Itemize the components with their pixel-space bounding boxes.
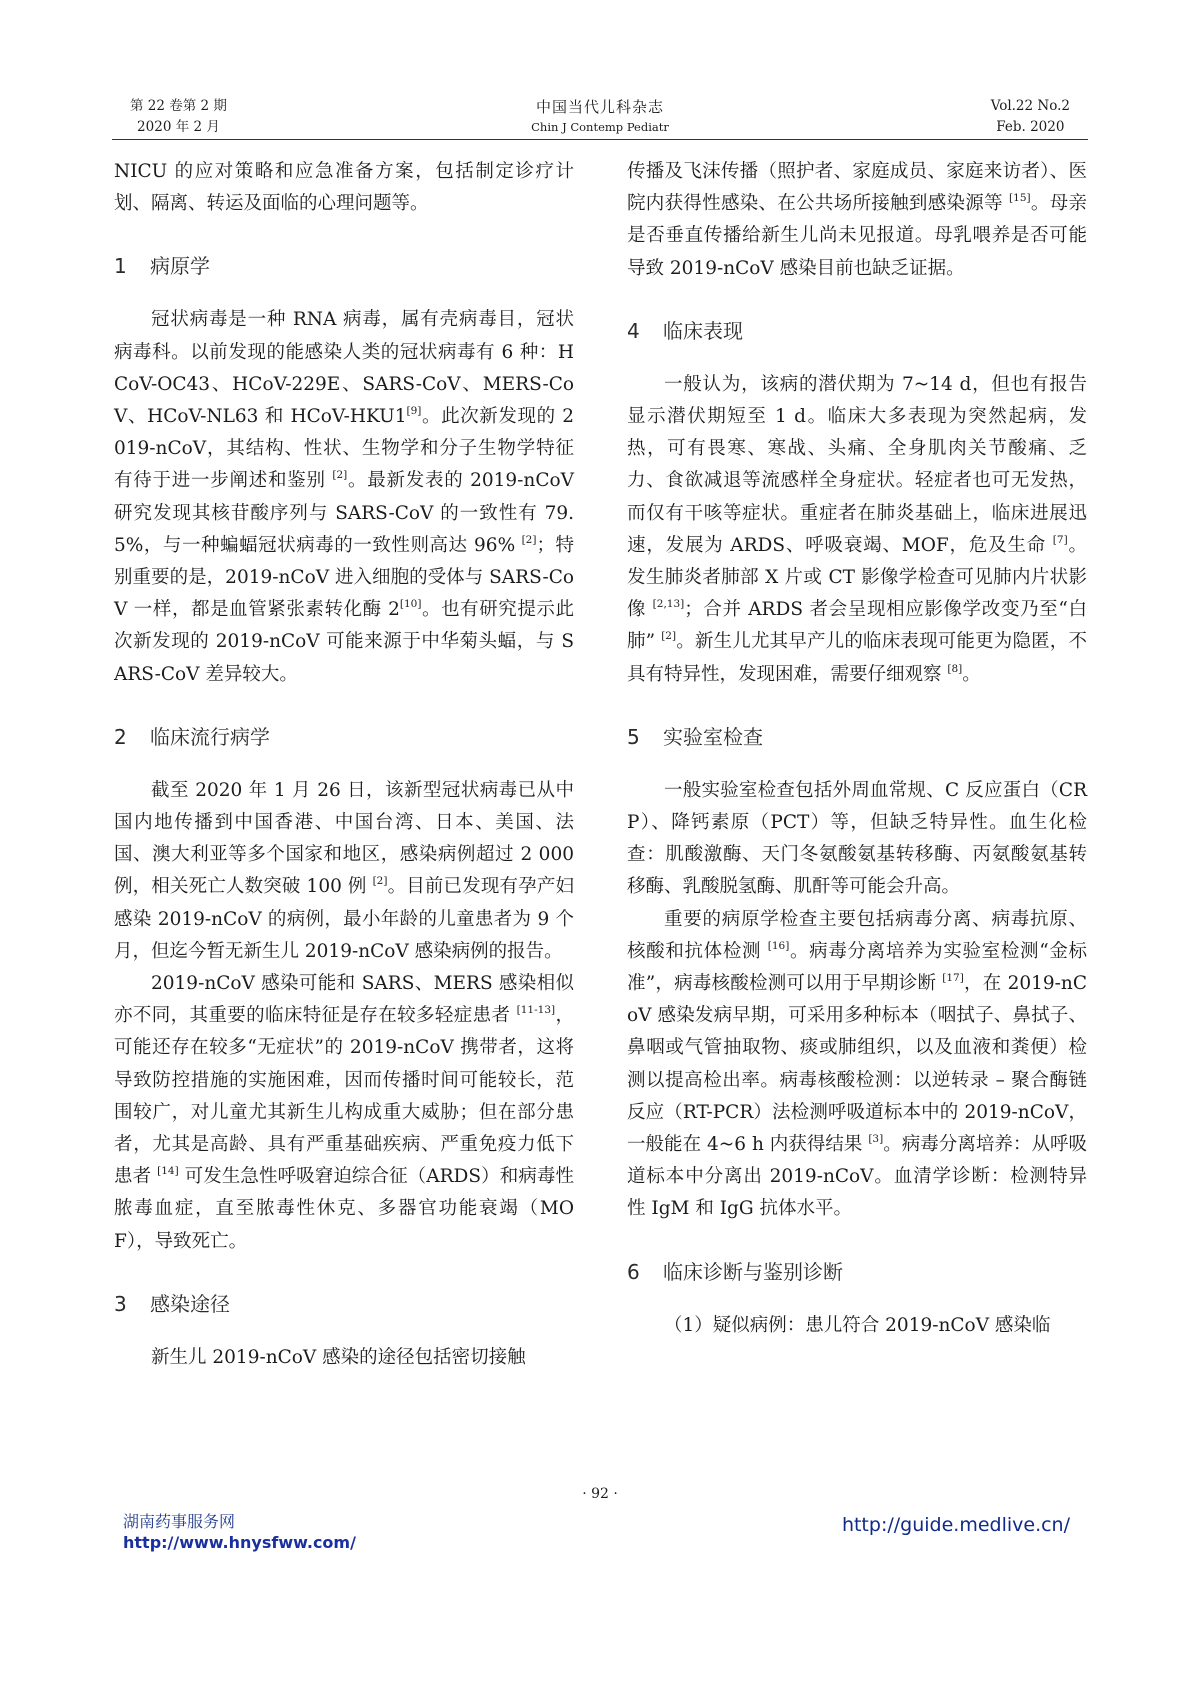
citation: [2] [372, 875, 388, 888]
section-2-paragraph-2: 2019-nCoV 感染可能和 SARS、MERS 感染相似亦不同，其重要的临床特征是存在较多轻症患者 [11-13]，可能还存在较多“无症状”的 2019-nCoV 携带者，这将导致防控措施的实施困难，因而传播时间可能较长，范围较广，对儿童尤其新生儿构成重大威胁；但在部分患者，尤其是高龄、具有严重基础疾病、严重免疫力低下患者 [14] 可发生急性呼吸窘迫综合征（ARDS）和病毒性脓毒血症，直至脓毒性休克、多器官功能衰竭（MOF），导致死亡。 [114, 973, 574, 1252]
citation: [2] [661, 630, 677, 643]
section-heading-3 [114, 1288, 574, 1320]
header-date-en: Feb. 2020 [996, 119, 1065, 135]
running-header [112, 92, 1088, 138]
citation: [14] [157, 1165, 179, 1178]
section-number: 3 [114, 1291, 127, 1316]
right-column [627, 156, 1087, 1342]
section-1-paragraph: 冠状病毒是一种 RNA 病毒，属有壳病毒目，冠状病毒科。以前发现的能感染人类的冠状病毒有 6 种：HCoV-OC43、HCoV-229E、SARS-CoV、MERS-CoV、HCoV-NL63 和 HCoV-HKU1[9]。此次新发现的 2019-nCoV，其结构、性状、生物学和分子生物学特征有待于进一步阐述和鉴别 [2]。最新发表的 2019-nCoV 研究发现其核苷酸序列与 SARS-CoV 的一致性有 79.5%，与一种蝙蝠冠状病毒的一致性则高达 96% [2]；特别重要的是，2019-nCoV 进入细胞的受体与 SARS-CoV 一样，都是血管紧张素转化酶 2[10]。也有研究提示此次新发现的 2019-nCoV 可能来源于中华菊头蝠，与 SARS-CoV 差异较大。 [114, 309, 574, 685]
section-number: 4 [627, 318, 640, 343]
footer-url-link-right[interactable]: http://guide.medlive.cn/ [841, 1514, 1070, 1536]
section-number: 5 [627, 724, 640, 749]
section-title: 感染途径 [150, 1291, 230, 1316]
section-number: 1 [114, 254, 127, 279]
journal-title-cn: 中国当代儿科杂志 [535, 98, 664, 116]
header-rule [112, 139, 1088, 140]
header-date-cn: 2020 年 2 月 [137, 119, 220, 135]
section-heading-5 [627, 721, 1087, 753]
page-number: · 92 · [582, 1486, 618, 1502]
citation: [16] [767, 939, 790, 952]
section-6-paragraph: （1）疑似病例：患儿符合 2019-nCoV 感染临 [664, 1314, 1051, 1336]
section-number: 6 [627, 1259, 640, 1284]
section-5-paragraph-1: 一般实验室检查包括外周血常规、C 反应蛋白（CRP）、降钙素原（PCT）等，但缺乏特异性。血生化检查：肌酸激酶、天门冬氨酸氨基转移酶、丙氨酸氨基转移酶、乳酸脱氢酶、肌酐等可能会升高。 [627, 779, 1087, 898]
left-column [114, 156, 574, 1374]
citation: [15] [1009, 192, 1031, 205]
section-3-paragraph: 新生儿 2019-nCoV 感染的途径包括密切接触 [151, 1346, 526, 1368]
section-title: 实验室检查 [663, 724, 763, 749]
section-heading-6 [627, 1256, 1087, 1288]
journal-title-en: Chin J Contemp Pediatr [531, 120, 669, 134]
section-heading-1 [114, 250, 574, 282]
citation: [11-13] [516, 1004, 556, 1017]
citation: [3] [868, 1133, 884, 1146]
citation: [17] [942, 972, 964, 985]
citation: [8] [947, 662, 963, 675]
section-heading-4 [627, 315, 1087, 347]
section-3-continuation: 传播及飞沫传播（照护者、家庭成员、家庭来访者）、医院内获得性感染、在公共场所接触到感染源等 [15]。母亲是否垂直传播给新生儿尚未见报道。母乳喂养是否可能导致 2019-nCoV 感染目前也缺乏证据。 [627, 161, 1087, 279]
citation: [2] [521, 533, 537, 546]
section-title: 临床诊断与鉴别诊断 [663, 1259, 843, 1284]
section-heading-2 [114, 721, 574, 753]
header-journal-title [112, 96, 1088, 136]
header-volume: 第 22 卷第 2 期 [130, 98, 227, 114]
header-vol-en: Vol.22 No.2 [990, 98, 1070, 114]
citation: [2] [332, 469, 348, 482]
section-title: 病原学 [150, 254, 210, 279]
citation: [10] [399, 598, 422, 611]
footer-watermark-left [123, 1512, 356, 1553]
section-number: 2 [114, 724, 127, 749]
intro-tail-paragraph: NICU 的应对策略和应急准备方案，包括制定诊疗计划、隔离、转运及面临的心理问题等。 [114, 161, 574, 215]
section-title: 临床表现 [663, 318, 743, 343]
citation: [9] [406, 405, 422, 418]
footer-site-url-link[interactable]: http://www.hnysfww.com/ [123, 1533, 356, 1552]
section-5-paragraph-2: 重要的病原学检查主要包括病毒分离、病毒抗原、核酸和抗体检测 [16]。病毒分离培养为实验室检测“金标准”，病毒核酸检测可以用于早期诊断 [17]，在 2019-nCoV 感染发病早期，可采用多种标本（咽拭子、鼻拭子、鼻咽或气管抽取物、痰或肺组织，以及血液和粪便）检测以提高检出率。病毒核酸检测：以逆转录 – 聚合酶链反应（RT-PCR）法检测呼吸道标本中的 2019-nCoV，一般能在 4~6 h 内获得结果 [3]。病毒分离培养：从呼吸道标本中分离出 2019-nCoV。血清学诊断：检测特异性 IgM 和 IgG 抗体水平。 [627, 908, 1087, 1220]
citation: [2,13] [652, 598, 685, 611]
header-vol-no [991, 96, 1070, 138]
section-4-paragraph: 一般认为，该病的潜伏期为 7~14 d，但也有报告显示潜伏期短至 1 d。临床大多表现为突然起病，发热，可有畏寒、寒战、头痛、全身肌肉关节酸痛、乏力、食欲减退等流感样全身症状。轻症者也可无发热，而仅有干咳等症状。重症者在肺炎基础上，临床进展迅速，发展为 ARDS、呼吸衰竭、MOF，危及生命 [7]。发生肺炎者肺部 X 片或 CT 影像学检查可见肺内片状影像 [2,13]；合并 ARDS 者会呈现相应影像学改变乃至“白肺” [2]。新生儿尤其早产儿的临床表现可能更为隐匿，不具有特异性，发现困难，需要仔细观察 [8]。 [627, 373, 1087, 685]
citation: [7] [1052, 533, 1068, 546]
section-2-paragraph-1: 截至 2020 年 1 月 26 日，该新型冠状病毒已从中国内地传播到中国香港、中国台湾、日本、美国、法国、澳大利亚等多个国家和地区，感染病例超过 2 000 例，相关死亡人数突破 100 例 [2]。目前已发现有孕产妇感染 2019-nCoV 的病例，最小年龄的儿童患者为 9 个月，但迄今暂无新生儿 2019-nCoV 感染病例的报告。 [114, 779, 574, 962]
section-title: 临床流行病学 [150, 724, 270, 749]
footer-site-name: 湖南药事服务网 [123, 1512, 236, 1531]
